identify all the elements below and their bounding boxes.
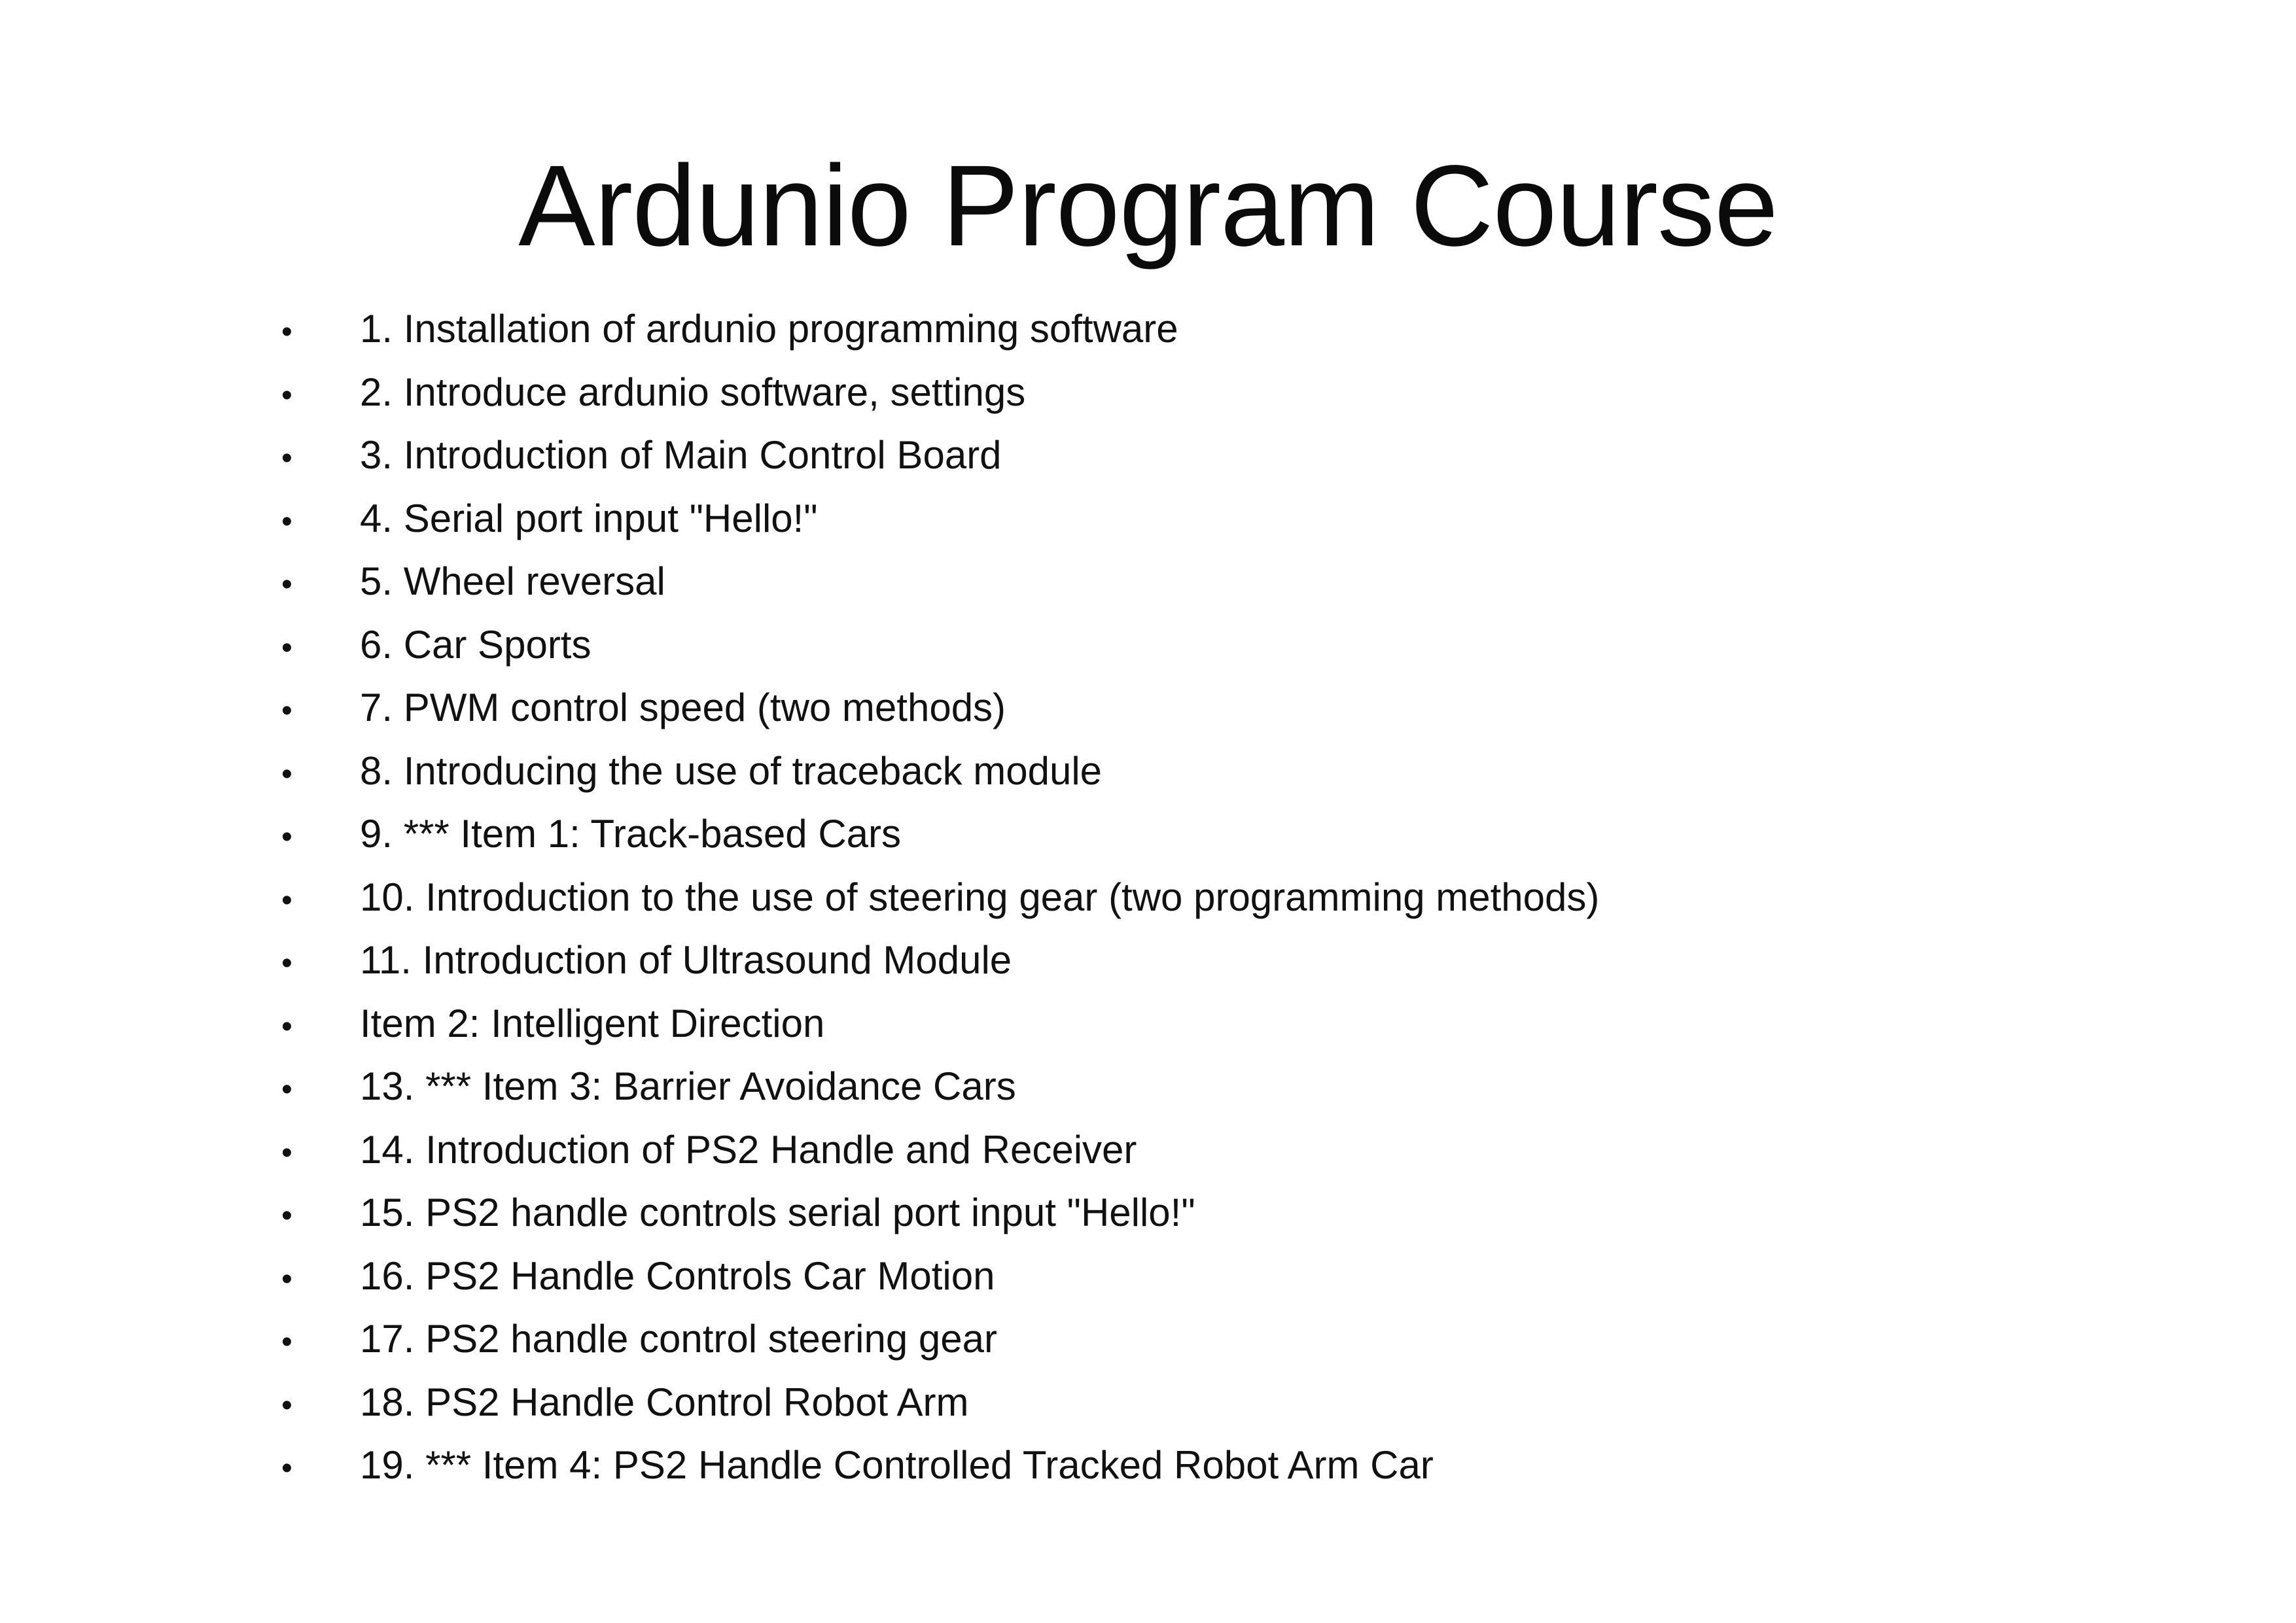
list-item	[281, 866, 1599, 930]
list-item-text: 13. *** Item 3: Barrier Avoidance Cars	[360, 1064, 1016, 1108]
bullet-icon: •	[281, 1325, 292, 1359]
bullet-icon: •	[281, 756, 292, 792]
list-item-text: 3. Introduction of Main Control Board	[360, 433, 1002, 477]
list-item-text: 6. Car Sports	[360, 622, 592, 667]
list-item	[281, 1245, 1599, 1308]
list-item-text: 17. PS2 handle control steering gear	[360, 1317, 997, 1361]
list-item	[281, 550, 1599, 614]
slide-title: Ardunio Program Course	[518, 142, 1778, 270]
bullet-icon: •	[281, 1451, 292, 1486]
list-item	[281, 298, 1599, 361]
bullet-icon: •	[281, 1072, 292, 1107]
bullet-icon: •	[281, 630, 292, 665]
list-item	[281, 614, 1599, 677]
list-item	[281, 1181, 1599, 1245]
list-item-text: 8. Introducing the use of traceback module	[360, 748, 1103, 793]
list-item-text: 14. Introduction of PS2 Handle and Receiver	[360, 1127, 1137, 1172]
list-item-text: 7. PWM control speed (two methods)	[360, 686, 1006, 729]
list-item-text: 4. Serial port input "Hello!"	[360, 496, 818, 540]
bullet-icon: •	[281, 441, 292, 476]
list-item-text: 1. Installation of ardunio programming software	[360, 307, 1178, 351]
list-item	[281, 361, 1599, 425]
list-item-text: 9. *** Item 1: Track-based Cars	[360, 812, 901, 856]
list-item-text: 19. *** Item 4: PS2 Handle Controlled Tracked Robot Arm Car	[360, 1443, 1434, 1487]
list-item	[281, 992, 1599, 1056]
bullet-icon: •	[281, 1135, 292, 1170]
bullet-icon: •	[281, 1387, 292, 1423]
bullet-icon: •	[281, 946, 292, 981]
list-item	[281, 1371, 1599, 1435]
bullet-icon: •	[281, 1009, 292, 1044]
list-item	[281, 740, 1599, 803]
bullet-icon: •	[281, 567, 292, 602]
bullet-icon: •	[281, 820, 292, 854]
list-item	[281, 1119, 1599, 1182]
list-item	[281, 1434, 1599, 1497]
list-item-text: 18. PS2 Handle Control Robot Arm	[360, 1380, 969, 1424]
list-item	[281, 929, 1599, 992]
list-item	[281, 424, 1599, 487]
list-item-text: Item 2: Intelligent Direction	[360, 1001, 825, 1045]
list-item	[281, 676, 1599, 740]
list-item	[281, 803, 1599, 866]
bullet-icon: •	[281, 693, 292, 728]
bullet-icon: •	[281, 882, 292, 918]
list-item-text: 11. Introduction of Ultrasound Module	[360, 938, 1012, 982]
list-item-text: 16. PS2 Handle Controls Car Motion	[360, 1253, 995, 1298]
course-topic-list	[281, 298, 1599, 1497]
bullet-icon: •	[281, 1198, 292, 1233]
list-item	[281, 1308, 1599, 1371]
list-item-text: 15. PS2 handle controls serial port input "Hello!"	[360, 1191, 1195, 1234]
list-item-text: 10. Introduction to the use of steering gear (two programming methods)	[360, 875, 1600, 919]
list-item-text: 2. Introduce ardunio software, settings	[360, 370, 1026, 414]
bullet-icon: •	[281, 1261, 292, 1297]
list-item	[281, 1055, 1599, 1119]
list-item	[281, 487, 1599, 551]
list-item-text: 5. Wheel reversal	[360, 559, 665, 603]
bullet-icon: •	[281, 315, 292, 349]
bullet-icon: •	[281, 377, 292, 413]
bullet-icon: •	[281, 504, 292, 539]
